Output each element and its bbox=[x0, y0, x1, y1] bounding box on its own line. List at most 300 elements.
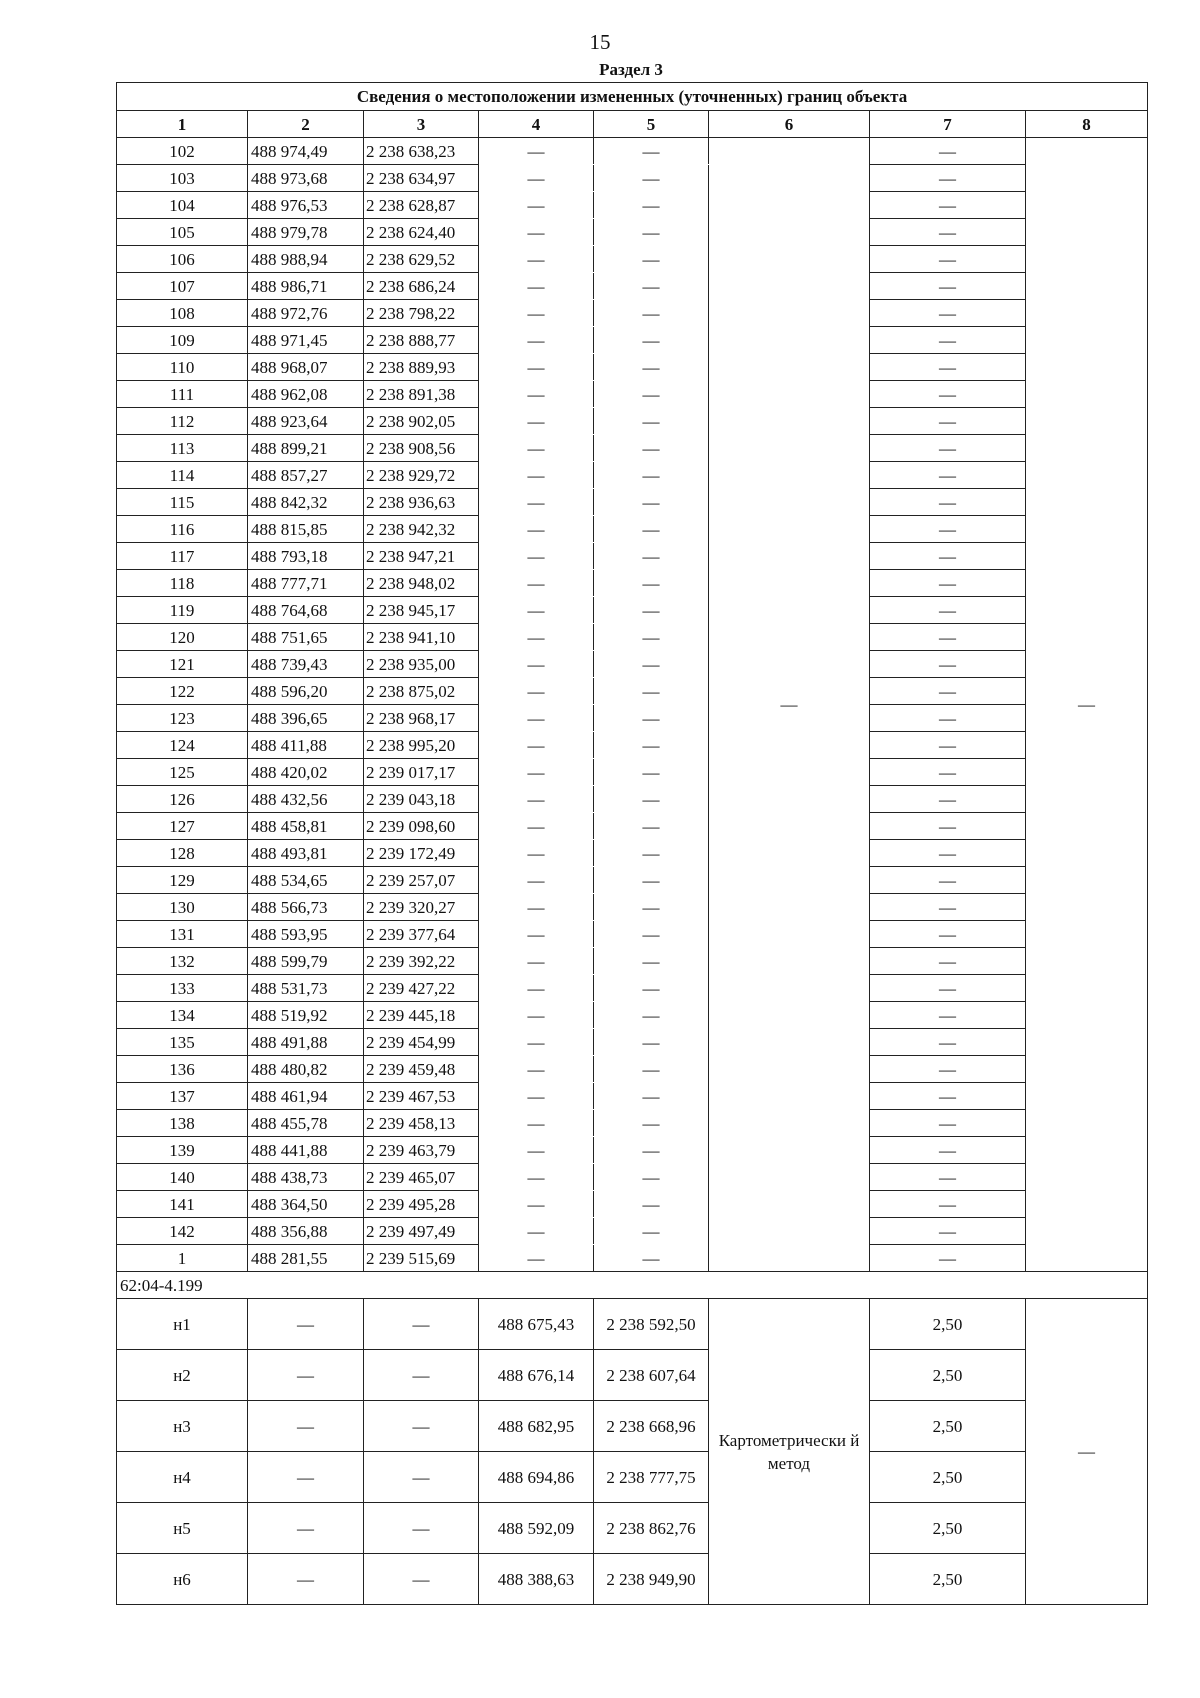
accuracy-cell: — bbox=[870, 1191, 1026, 1218]
parcel-row bbox=[117, 1272, 1148, 1299]
table-row bbox=[117, 975, 1148, 1002]
coordinate-y: — bbox=[364, 1554, 479, 1605]
point-number: н1 bbox=[117, 1299, 248, 1350]
table-row bbox=[117, 651, 1148, 678]
new-coordinate-x: — bbox=[479, 975, 594, 1002]
table-row bbox=[117, 1083, 1148, 1110]
coordinate-x: 488 979,78 bbox=[248, 219, 364, 246]
new-coordinate-y: 2 238 607,64 bbox=[594, 1350, 709, 1401]
coordinate-y: 2 239 172,49 bbox=[364, 840, 479, 867]
new-coordinate-y: — bbox=[594, 867, 709, 894]
point-number: 113 bbox=[117, 435, 248, 462]
coordinate-y: 2 238 638,23 bbox=[364, 138, 479, 165]
table-row bbox=[117, 165, 1148, 192]
point-number: н6 bbox=[117, 1554, 248, 1605]
coordinate-y: 2 238 628,87 bbox=[364, 192, 479, 219]
accuracy-cell: — bbox=[870, 1218, 1026, 1245]
table-row bbox=[117, 1002, 1148, 1029]
accuracy-cell: — bbox=[870, 867, 1026, 894]
table-row bbox=[117, 192, 1148, 219]
point-number: 103 bbox=[117, 165, 248, 192]
coordinate-x: 488 974,49 bbox=[248, 138, 364, 165]
new-coordinate-y: — bbox=[594, 219, 709, 246]
coordinate-y: 2 238 968,17 bbox=[364, 705, 479, 732]
column-header: 4 bbox=[479, 111, 594, 138]
coordinate-y: 2 239 467,53 bbox=[364, 1083, 479, 1110]
coordinate-y: 2 239 377,64 bbox=[364, 921, 479, 948]
accuracy-cell: — bbox=[870, 219, 1026, 246]
coordinate-y: 2 238 629,52 bbox=[364, 246, 479, 273]
accuracy-cell: 2,50 bbox=[870, 1401, 1026, 1452]
table-row bbox=[117, 381, 1148, 408]
new-coordinate-y: — bbox=[594, 732, 709, 759]
column-header: 5 bbox=[594, 111, 709, 138]
coordinate-x: 488 751,65 bbox=[248, 624, 364, 651]
coordinate-y: 2 238 947,21 bbox=[364, 543, 479, 570]
accuracy-cell: — bbox=[870, 354, 1026, 381]
new-coordinate-x: — bbox=[479, 138, 594, 165]
point-number: 138 bbox=[117, 1110, 248, 1137]
new-coordinate-y: 2 238 668,96 bbox=[594, 1401, 709, 1452]
coordinate-x: — bbox=[248, 1350, 364, 1401]
coordinate-x: 488 493,81 bbox=[248, 840, 364, 867]
accuracy-cell: 2,50 bbox=[870, 1299, 1026, 1350]
coordinate-y: — bbox=[364, 1299, 479, 1350]
new-coordinate-y: — bbox=[594, 948, 709, 975]
coordinate-x: 488 593,95 bbox=[248, 921, 364, 948]
coordinate-x: 488 455,78 bbox=[248, 1110, 364, 1137]
table-row bbox=[117, 786, 1148, 813]
coordinate-y: 2 239 497,49 bbox=[364, 1218, 479, 1245]
accuracy-cell: — bbox=[870, 786, 1026, 813]
point-number: 120 bbox=[117, 624, 248, 651]
new-coordinate-y: — bbox=[594, 273, 709, 300]
coordinate-y: — bbox=[364, 1401, 479, 1452]
new-coordinate-x: — bbox=[479, 948, 594, 975]
accuracy-cell: — bbox=[870, 1083, 1026, 1110]
new-coordinate-x: — bbox=[479, 327, 594, 354]
new-coordinate-y: — bbox=[594, 678, 709, 705]
point-number: 126 bbox=[117, 786, 248, 813]
point-number: 105 bbox=[117, 219, 248, 246]
table-row bbox=[117, 813, 1148, 840]
coordinate-x: 488 519,92 bbox=[248, 1002, 364, 1029]
coordinate-y: 2 239 257,07 bbox=[364, 867, 479, 894]
new-coordinate-y: — bbox=[594, 786, 709, 813]
point-number: 131 bbox=[117, 921, 248, 948]
table-row bbox=[117, 867, 1148, 894]
table-row bbox=[117, 759, 1148, 786]
method-cell: — bbox=[709, 138, 870, 1272]
accuracy-cell: — bbox=[870, 948, 1026, 975]
point-number: 123 bbox=[117, 705, 248, 732]
coordinate-x: 488 480,82 bbox=[248, 1056, 364, 1083]
new-coordinate-y: 2 238 592,50 bbox=[594, 1299, 709, 1350]
coordinate-y: 2 239 454,99 bbox=[364, 1029, 479, 1056]
coordinate-x: 488 842,32 bbox=[248, 489, 364, 516]
coordinate-x: 488 420,02 bbox=[248, 759, 364, 786]
coordinate-x: 488 986,71 bbox=[248, 273, 364, 300]
coordinate-y: 2 239 098,60 bbox=[364, 813, 479, 840]
coordinate-y: 2 238 908,56 bbox=[364, 435, 479, 462]
table-row bbox=[117, 1218, 1148, 1245]
table-row bbox=[117, 1452, 1148, 1503]
point-number: 108 bbox=[117, 300, 248, 327]
coordinate-y: 2 238 875,02 bbox=[364, 678, 479, 705]
new-coordinate-y: — bbox=[594, 1056, 709, 1083]
new-coordinate-x: — bbox=[479, 759, 594, 786]
description-cell: — bbox=[1026, 138, 1148, 1272]
point-number: 118 bbox=[117, 570, 248, 597]
new-coordinate-y: — bbox=[594, 327, 709, 354]
coordinate-x: — bbox=[248, 1401, 364, 1452]
table-row bbox=[117, 705, 1148, 732]
coordinate-y: 2 239 392,22 bbox=[364, 948, 479, 975]
coordinate-x: 488 857,27 bbox=[248, 462, 364, 489]
accuracy-cell: — bbox=[870, 489, 1026, 516]
table-row bbox=[117, 408, 1148, 435]
point-number: 106 bbox=[117, 246, 248, 273]
coordinate-y: 2 239 515,69 bbox=[364, 1245, 479, 1272]
new-coordinate-x: — bbox=[479, 651, 594, 678]
new-coordinate-x: — bbox=[479, 462, 594, 489]
accuracy-cell: — bbox=[870, 543, 1026, 570]
new-coordinate-y: — bbox=[594, 813, 709, 840]
point-number: 141 bbox=[117, 1191, 248, 1218]
column-header: 1 bbox=[117, 111, 248, 138]
table-row bbox=[117, 489, 1148, 516]
accuracy-cell: 2,50 bbox=[870, 1503, 1026, 1554]
new-coordinate-x: — bbox=[479, 489, 594, 516]
accuracy-cell: — bbox=[870, 1245, 1026, 1272]
new-coordinate-x: — bbox=[479, 543, 594, 570]
new-coordinate-y: — bbox=[594, 165, 709, 192]
coordinate-y: 2 239 458,13 bbox=[364, 1110, 479, 1137]
coordinate-y: 2 238 902,05 bbox=[364, 408, 479, 435]
accuracy-cell: — bbox=[870, 462, 1026, 489]
column-header: 8 bbox=[1026, 111, 1148, 138]
coordinate-x: 488 793,18 bbox=[248, 543, 364, 570]
coordinate-x: 488 411,88 bbox=[248, 732, 364, 759]
column-header: 7 bbox=[870, 111, 1026, 138]
coordinate-x: 488 899,21 bbox=[248, 435, 364, 462]
table-row bbox=[117, 462, 1148, 489]
new-coordinate-y: — bbox=[594, 1110, 709, 1137]
point-number: 134 bbox=[117, 1002, 248, 1029]
coordinate-y: 2 239 320,27 bbox=[364, 894, 479, 921]
point-number: 132 bbox=[117, 948, 248, 975]
coordinate-x: 488 968,07 bbox=[248, 354, 364, 381]
table-row bbox=[117, 354, 1148, 381]
new-coordinate-x: — bbox=[479, 300, 594, 327]
new-coordinate-x: — bbox=[479, 1245, 594, 1272]
new-coordinate-x: — bbox=[479, 1110, 594, 1137]
coordinate-y: 2 238 935,00 bbox=[364, 651, 479, 678]
coordinate-x: — bbox=[248, 1503, 364, 1554]
point-number: 102 bbox=[117, 138, 248, 165]
coordinate-y: 2 238 945,17 bbox=[364, 597, 479, 624]
coordinate-y: — bbox=[364, 1452, 479, 1503]
point-number: 104 bbox=[117, 192, 248, 219]
coordinate-x: 488 988,94 bbox=[248, 246, 364, 273]
point-number: 107 bbox=[117, 273, 248, 300]
table-row bbox=[117, 1299, 1148, 1350]
point-number: 136 bbox=[117, 1056, 248, 1083]
column-header: 3 bbox=[364, 111, 479, 138]
new-coordinate-x: — bbox=[479, 273, 594, 300]
table-row bbox=[117, 273, 1148, 300]
new-coordinate-y: — bbox=[594, 138, 709, 165]
coordinate-x: 488 461,94 bbox=[248, 1083, 364, 1110]
boundary-coordinates-table bbox=[116, 82, 1148, 1605]
accuracy-cell: — bbox=[870, 597, 1026, 624]
accuracy-cell: — bbox=[870, 705, 1026, 732]
new-coordinate-y: — bbox=[594, 300, 709, 327]
coordinate-x: 488 364,50 bbox=[248, 1191, 364, 1218]
column-header-row bbox=[117, 111, 1148, 138]
new-coordinate-x: — bbox=[479, 1218, 594, 1245]
coordinate-y: 2 239 445,18 bbox=[364, 1002, 479, 1029]
accuracy-cell: 2,50 bbox=[870, 1350, 1026, 1401]
new-coordinate-y: — bbox=[594, 1164, 709, 1191]
new-coordinate-x: — bbox=[479, 1137, 594, 1164]
point-number: 117 bbox=[117, 543, 248, 570]
table-row bbox=[117, 300, 1148, 327]
table-row bbox=[117, 1401, 1148, 1452]
new-coordinate-y: — bbox=[594, 381, 709, 408]
accuracy-cell: — bbox=[870, 192, 1026, 219]
coordinate-y: 2 239 465,07 bbox=[364, 1164, 479, 1191]
point-number: н2 bbox=[117, 1350, 248, 1401]
accuracy-cell: — bbox=[870, 1002, 1026, 1029]
new-coordinate-y: — bbox=[594, 1218, 709, 1245]
accuracy-cell: — bbox=[870, 1110, 1026, 1137]
coordinate-x: 488 976,53 bbox=[248, 192, 364, 219]
coordinate-x: 488 458,81 bbox=[248, 813, 364, 840]
coordinate-y: 2 239 495,28 bbox=[364, 1191, 479, 1218]
coordinate-y: 2 239 459,48 bbox=[364, 1056, 479, 1083]
new-coordinate-y: — bbox=[594, 1002, 709, 1029]
point-number: 128 bbox=[117, 840, 248, 867]
accuracy-cell: — bbox=[870, 1137, 1026, 1164]
coordinate-y: 2 239 463,79 bbox=[364, 1137, 479, 1164]
coordinate-x: 488 491,88 bbox=[248, 1029, 364, 1056]
coordinate-x: 488 566,73 bbox=[248, 894, 364, 921]
new-coordinate-x: — bbox=[479, 732, 594, 759]
table-row bbox=[117, 1029, 1148, 1056]
accuracy-cell: — bbox=[870, 138, 1026, 165]
point-number: 112 bbox=[117, 408, 248, 435]
coordinate-x: 488 923,64 bbox=[248, 408, 364, 435]
new-coordinate-x: 488 676,14 bbox=[479, 1350, 594, 1401]
coordinate-x: — bbox=[248, 1299, 364, 1350]
coordinate-x: 488 971,45 bbox=[248, 327, 364, 354]
point-number: 140 bbox=[117, 1164, 248, 1191]
table-row bbox=[117, 435, 1148, 462]
coordinate-y: 2 238 798,22 bbox=[364, 300, 479, 327]
description-cell: — bbox=[1026, 1299, 1148, 1605]
point-number: н3 bbox=[117, 1401, 248, 1452]
new-coordinate-x: — bbox=[479, 1083, 594, 1110]
table-title: Сведения о местоположении измененных (уточненных) границ объекта bbox=[117, 83, 1148, 111]
new-coordinate-x: 488 675,43 bbox=[479, 1299, 594, 1350]
new-coordinate-y: — bbox=[594, 543, 709, 570]
table-row bbox=[117, 1137, 1148, 1164]
accuracy-cell: — bbox=[870, 165, 1026, 192]
page-number: 15 bbox=[589, 30, 611, 54]
table-row bbox=[117, 921, 1148, 948]
table-row bbox=[117, 840, 1148, 867]
table-row bbox=[117, 1245, 1148, 1272]
table-row bbox=[117, 543, 1148, 570]
point-number: 142 bbox=[117, 1218, 248, 1245]
new-coordinate-x: — bbox=[479, 1164, 594, 1191]
point-number: 122 bbox=[117, 678, 248, 705]
coordinate-y: 2 238 929,72 bbox=[364, 462, 479, 489]
point-number: н5 bbox=[117, 1503, 248, 1554]
coordinate-x: 488 596,20 bbox=[248, 678, 364, 705]
new-coordinate-y: 2 238 777,75 bbox=[594, 1452, 709, 1503]
new-coordinate-y: — bbox=[594, 516, 709, 543]
accuracy-cell: — bbox=[870, 300, 1026, 327]
coordinate-y: 2 238 948,02 bbox=[364, 570, 479, 597]
table-row bbox=[117, 570, 1148, 597]
new-coordinate-y: — bbox=[594, 975, 709, 1002]
coordinate-y: 2 239 017,17 bbox=[364, 759, 479, 786]
accuracy-cell: — bbox=[870, 1164, 1026, 1191]
coordinate-x: 488 972,76 bbox=[248, 300, 364, 327]
new-coordinate-x: — bbox=[479, 246, 594, 273]
new-coordinate-y: — bbox=[594, 1191, 709, 1218]
column-header: 6 bbox=[709, 111, 870, 138]
new-coordinate-x: — bbox=[479, 354, 594, 381]
section-title: Раздел 3 bbox=[599, 60, 663, 79]
coordinate-y: 2 238 936,63 bbox=[364, 489, 479, 516]
point-number: н4 bbox=[117, 1452, 248, 1503]
table-row bbox=[117, 732, 1148, 759]
point-number: 124 bbox=[117, 732, 248, 759]
new-coordinate-y: — bbox=[594, 1029, 709, 1056]
accuracy-cell: 2,50 bbox=[870, 1452, 1026, 1503]
accuracy-cell: — bbox=[870, 1056, 1026, 1083]
table-row bbox=[117, 1191, 1148, 1218]
method-cell: Картометрически й метод bbox=[709, 1299, 870, 1605]
coordinate-y: — bbox=[364, 1503, 479, 1554]
point-number: 139 bbox=[117, 1137, 248, 1164]
point-number: 127 bbox=[117, 813, 248, 840]
coordinate-y: — bbox=[364, 1350, 479, 1401]
point-number: 111 bbox=[117, 381, 248, 408]
coordinate-x: 488 534,65 bbox=[248, 867, 364, 894]
new-coordinate-x: 488 694,86 bbox=[479, 1452, 594, 1503]
new-coordinate-x: — bbox=[479, 165, 594, 192]
new-coordinate-x: 488 682,95 bbox=[479, 1401, 594, 1452]
column-header: 2 bbox=[248, 111, 364, 138]
table-row bbox=[117, 1164, 1148, 1191]
new-coordinate-y: — bbox=[594, 435, 709, 462]
point-number: 125 bbox=[117, 759, 248, 786]
accuracy-cell: — bbox=[870, 273, 1026, 300]
point-number: 133 bbox=[117, 975, 248, 1002]
new-coordinate-x: 488 388,63 bbox=[479, 1554, 594, 1605]
accuracy-cell: — bbox=[870, 840, 1026, 867]
coordinate-x: 488 973,68 bbox=[248, 165, 364, 192]
accuracy-cell: — bbox=[870, 921, 1026, 948]
point-number: 110 bbox=[117, 354, 248, 381]
new-coordinate-x: — bbox=[479, 678, 594, 705]
coordinate-y: 2 238 995,20 bbox=[364, 732, 479, 759]
new-coordinate-y: — bbox=[594, 354, 709, 381]
table-row bbox=[117, 597, 1148, 624]
coordinate-x: 488 356,88 bbox=[248, 1218, 364, 1245]
new-coordinate-x: — bbox=[479, 1002, 594, 1029]
accuracy-cell: — bbox=[870, 327, 1026, 354]
coordinate-y: 2 238 888,77 bbox=[364, 327, 479, 354]
point-number: 114 bbox=[117, 462, 248, 489]
coordinate-x: 488 281,55 bbox=[248, 1245, 364, 1272]
new-coordinate-y: — bbox=[594, 489, 709, 516]
coordinate-x: 488 396,65 bbox=[248, 705, 364, 732]
new-coordinate-y: — bbox=[594, 705, 709, 732]
coordinate-y: 2 238 891,38 bbox=[364, 381, 479, 408]
accuracy-cell: — bbox=[870, 516, 1026, 543]
accuracy-cell: — bbox=[870, 732, 1026, 759]
accuracy-cell: — bbox=[870, 975, 1026, 1002]
accuracy-cell: — bbox=[870, 894, 1026, 921]
new-coordinate-y: — bbox=[594, 1137, 709, 1164]
point-number: 121 bbox=[117, 651, 248, 678]
accuracy-cell: — bbox=[870, 435, 1026, 462]
new-coordinate-x: — bbox=[479, 813, 594, 840]
coordinate-y: 2 238 686,24 bbox=[364, 273, 479, 300]
coordinate-y: 2 238 634,97 bbox=[364, 165, 479, 192]
coordinate-y: 2 238 941,10 bbox=[364, 624, 479, 651]
accuracy-cell: — bbox=[870, 759, 1026, 786]
new-coordinate-x: — bbox=[479, 381, 594, 408]
coordinate-y: 2 238 624,40 bbox=[364, 219, 479, 246]
new-coordinate-y: — bbox=[594, 570, 709, 597]
new-coordinate-y: — bbox=[594, 1245, 709, 1272]
new-coordinate-y: — bbox=[594, 192, 709, 219]
table-row bbox=[117, 894, 1148, 921]
parcel-label: 62:04-4.199 bbox=[117, 1272, 1148, 1299]
point-number: 130 bbox=[117, 894, 248, 921]
accuracy-cell: — bbox=[870, 1029, 1026, 1056]
coordinate-y: 2 238 942,32 bbox=[364, 516, 479, 543]
new-coordinate-y: — bbox=[594, 651, 709, 678]
accuracy-cell: — bbox=[870, 624, 1026, 651]
new-coordinate-x: — bbox=[479, 570, 594, 597]
coordinate-x: 488 739,43 bbox=[248, 651, 364, 678]
accuracy-cell: — bbox=[870, 570, 1026, 597]
accuracy-cell: — bbox=[870, 813, 1026, 840]
table-row bbox=[117, 1110, 1148, 1137]
table-row bbox=[117, 678, 1148, 705]
point-number: 137 bbox=[117, 1083, 248, 1110]
coordinate-x: 488 438,73 bbox=[248, 1164, 364, 1191]
new-coordinate-x: — bbox=[479, 840, 594, 867]
coordinate-x: 488 432,56 bbox=[248, 786, 364, 813]
table-row bbox=[117, 138, 1148, 165]
coordinate-y: 2 239 043,18 bbox=[364, 786, 479, 813]
table-row bbox=[117, 624, 1148, 651]
accuracy-cell: — bbox=[870, 678, 1026, 705]
coordinate-y: 2 239 427,22 bbox=[364, 975, 479, 1002]
new-coordinate-x: — bbox=[479, 921, 594, 948]
new-coordinate-y: — bbox=[594, 921, 709, 948]
new-coordinate-x: — bbox=[479, 1029, 594, 1056]
point-number: 135 bbox=[117, 1029, 248, 1056]
